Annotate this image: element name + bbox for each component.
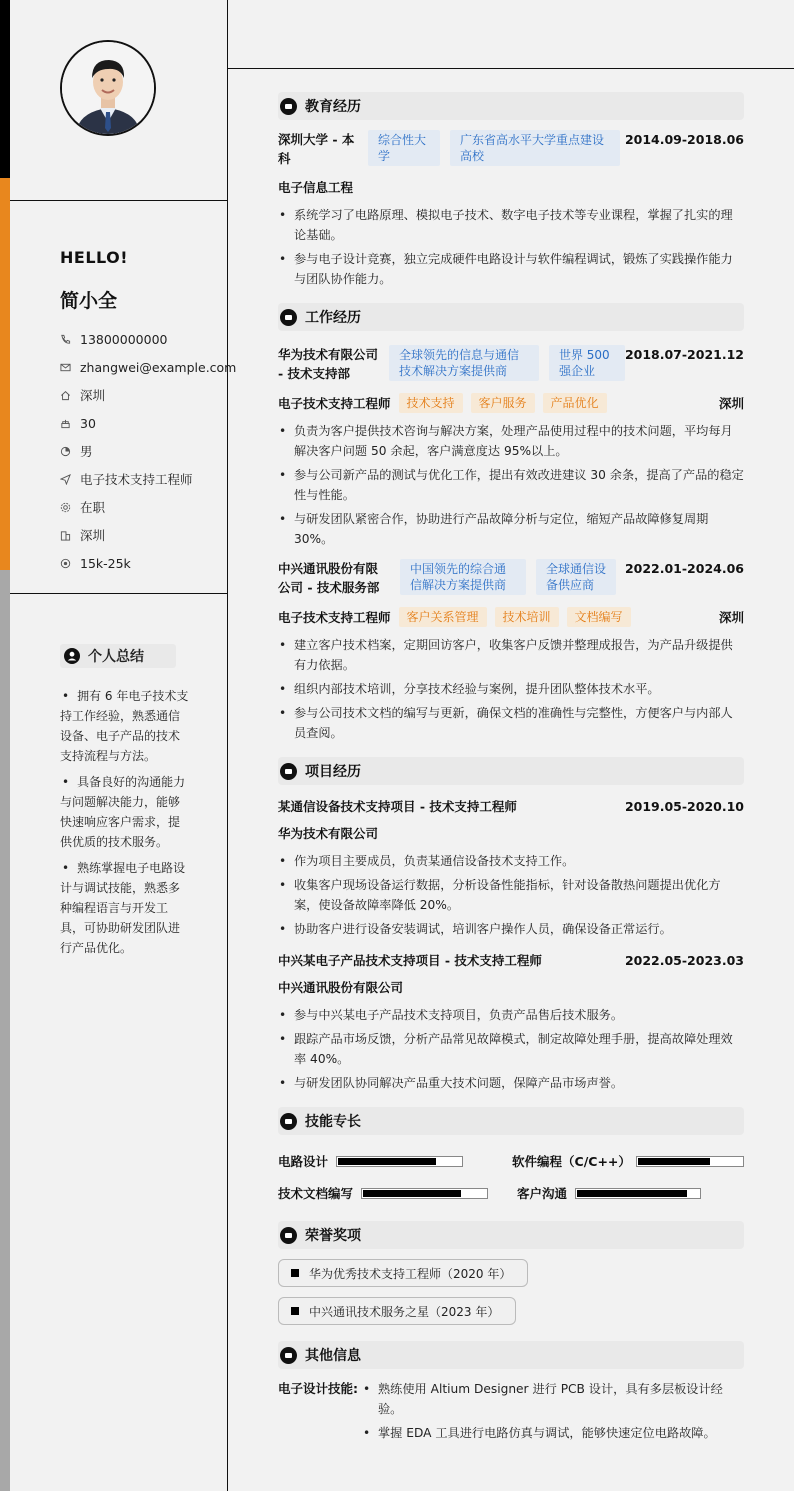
job-city: 深圳 — [718, 610, 744, 625]
project-item: • 与研发团队协同解决产品重大技术问题，保障产品市场声誉。 — [278, 1073, 744, 1093]
skill-row — [278, 1145, 744, 1177]
info-gender — [60, 437, 236, 465]
avatar-portrait-icon — [62, 42, 154, 134]
age-value: 30 — [80, 415, 96, 431]
summary-heading — [60, 644, 176, 668]
job-item: • 与研发团队紧密合作，协助进行产品故障分析与定位，缩短产品故障修复周期 30%。 — [278, 509, 744, 549]
projects-section — [278, 757, 744, 1093]
trophy-icon — [280, 1227, 297, 1244]
award-label: 华为优秀技术支持工程师（2020 年） — [309, 1266, 512, 1281]
awards-title: 荣誉奖项 — [305, 1228, 361, 1244]
job-date: 2018.07-2021.12 — [624, 347, 744, 362]
summary-item: • 拥有 6 年电子技术支持工作经验，熟悉通信设备、电子产品的技术支持流程与方法。 — [60, 686, 190, 766]
city-value: 深圳 — [80, 528, 106, 543]
job-list — [278, 635, 744, 743]
skill-name: 客户沟通 — [517, 1186, 568, 1201]
skill-item — [517, 1184, 701, 1202]
skill-tag: 技术培训 — [495, 607, 559, 627]
status-value: 在职 — [80, 500, 106, 515]
person-name: 简小全 — [60, 290, 118, 312]
project-item: • 参与中兴某电子产品技术支持项目，负责产品售后技术服务。 — [278, 1005, 744, 1025]
project-date: 2019.05-2020.10 — [624, 799, 744, 814]
skill-name: 电路设计 — [278, 1154, 329, 1169]
decor-stripe-black — [0, 0, 10, 178]
education-item: • 参与电子设计竞赛，独立完成硬件电路设计与软件编程调试，锻炼了实践操作能力与团队协作能力。 — [278, 249, 744, 289]
salary-value: 15k-25k — [80, 555, 131, 571]
skill-row — [278, 1177, 744, 1209]
contact-info — [60, 325, 236, 577]
info-status — [60, 493, 236, 521]
project-name: 中兴某电子产品技术支持项目 - 技术支持工程师 — [278, 953, 542, 968]
job-role-row — [278, 393, 744, 413]
divider — [228, 68, 794, 69]
other-title: 其他信息 — [305, 1348, 361, 1364]
phone-value: 13800000000 — [80, 331, 168, 347]
skill-tag: 技术支持 — [399, 393, 463, 413]
award-label: 中兴通讯技术服务之星（2023 年） — [309, 1304, 500, 1319]
skill-bar — [361, 1188, 488, 1199]
project-item: • 收集客户现场设备运行数据，分析设备性能指标，针对设备散热问题提出优化方案，使设备故障率降低 20%。 — [278, 875, 744, 915]
job-header — [278, 559, 744, 597]
user-icon — [64, 648, 80, 664]
skill-item — [278, 1152, 512, 1170]
education-title: 教育经历 — [305, 99, 361, 115]
skill-bar-fill — [363, 1190, 461, 1197]
education-heading — [278, 92, 744, 120]
info-salary — [60, 549, 236, 577]
project-item: • 协助客户进行设备安装调试，培训客户操作人员，确保设备正常运行。 — [278, 919, 744, 939]
school-tag: 广东省高水平大学重点建设高校 — [450, 130, 620, 166]
graduation-cap-icon — [280, 98, 297, 115]
award-list — [278, 1259, 744, 1335]
skills-heading — [278, 1107, 744, 1135]
other-label: 电子设计技能: — [278, 1381, 358, 1396]
info-email — [60, 353, 236, 381]
project-item: • 作为项目主要成员，负责某通信设备技术支持工作。 — [278, 851, 744, 871]
award-item — [278, 1297, 516, 1325]
project-company: 中兴通讯股份有限公司 — [278, 980, 404, 995]
company-tag: 全球通信设备供应商 — [536, 559, 616, 595]
education-section — [278, 92, 744, 289]
skill-name: 技术文档编写 — [278, 1186, 354, 1201]
project-name: 某通信设备技术支持项目 - 技术支持工程师 — [278, 799, 517, 814]
skill-bar — [336, 1156, 463, 1167]
job-role: 电子技术支持工程师 — [278, 395, 391, 411]
other-list — [362, 1379, 744, 1447]
status-icon — [60, 502, 71, 513]
main-content — [228, 0, 794, 1491]
projects-title: 项目经历 — [305, 764, 361, 780]
gender-value: 男 — [80, 444, 93, 459]
square-bullet-icon — [291, 1269, 299, 1277]
briefcase-icon — [280, 309, 297, 326]
mail-icon — [60, 362, 71, 373]
work-section — [278, 303, 744, 743]
job-item: • 建立客户技术档案，定期回访客户，收集客户反馈并整理成报告，为产品升级提供有力依据。 — [278, 635, 744, 675]
job-list — [278, 421, 744, 549]
project-item: • 跟踪产品市场反馈，分析产品常见故障模式，制定故障处理手册，提高故障处理效率 40%。 — [278, 1029, 744, 1069]
info-phone — [60, 325, 236, 353]
job-role-row — [278, 607, 744, 627]
grid-icon — [280, 763, 297, 780]
skill-bar-fill — [338, 1158, 436, 1165]
project-date: 2022.05-2023.03 — [624, 953, 744, 968]
job-header — [278, 345, 744, 383]
decor-stripe-orange — [0, 178, 10, 570]
other-section — [278, 1341, 744, 1447]
company-tag: 全球领先的信息与通信技术解决方案提供商 — [389, 345, 539, 381]
awards-heading — [278, 1221, 744, 1249]
info-city — [60, 521, 236, 549]
sidebar — [10, 0, 237, 1491]
education-date: 2014.09-2018.06 — [624, 132, 744, 147]
job-role: 电子技术支持工程师 — [278, 609, 391, 625]
info-position — [60, 465, 236, 493]
position-value: 电子技术支持工程师 — [80, 472, 193, 487]
work-heading — [278, 303, 744, 331]
home-value: 深圳 — [80, 388, 106, 403]
position-icon — [60, 474, 71, 485]
project-list — [278, 851, 744, 939]
job-city: 深圳 — [718, 396, 744, 411]
home-icon — [60, 390, 71, 401]
other-item: • 掌握 EDA 工具进行电路仿真与调试，能够快速定位电路故障。 — [362, 1423, 744, 1443]
gender-icon — [60, 446, 71, 457]
skill-item — [278, 1184, 517, 1202]
skill-name: 软件编程（C/C++） — [512, 1154, 631, 1169]
project-header — [278, 951, 744, 970]
skills-title: 技能专长 — [305, 1114, 361, 1130]
decor-stripe-gray — [0, 570, 10, 1491]
skill-bar — [575, 1188, 701, 1199]
job-item: • 负责为客户提供技术咨询与解决方案，处理产品使用过程中的技术问题，平均每月解决客户问题 50 余起，客户满意度达 95%以上。 — [278, 421, 744, 461]
work-title: 工作经历 — [305, 310, 361, 326]
skill-tag: 文档编写 — [567, 607, 631, 627]
summary-item: • 熟练掌握电子电路设计与调试技能，熟悉多种编程语言与开发工具，可协助研发团队进行产品优化。 — [60, 858, 190, 958]
divider — [10, 200, 228, 201]
skill-bar-fill — [638, 1158, 710, 1165]
square-bullet-icon — [291, 1307, 299, 1315]
school-name: 深圳大学 - 本科 — [278, 132, 355, 166]
education-list — [278, 205, 744, 289]
projects-heading — [278, 757, 744, 785]
city-icon — [60, 530, 71, 541]
skill-tag: 客户服务 — [471, 393, 535, 413]
skill-tag: 产品优化 — [543, 393, 607, 413]
info-home — [60, 381, 236, 409]
job-item: • 参与公司技术文档的编写与更新，确保文档的准确性与完整性，方便客户与内部人员查阅。 — [278, 703, 744, 743]
info-icon — [280, 1347, 297, 1364]
salary-icon — [60, 558, 71, 569]
skill-bar-fill — [577, 1190, 687, 1197]
skills-section — [278, 1107, 744, 1209]
skill-tag: 客户关系管理 — [399, 607, 487, 627]
company-name: 中兴通讯股份有限公司 - 技术服务部 — [278, 561, 380, 595]
skill-item — [512, 1152, 744, 1170]
email-value: zhangwei@example.com — [80, 359, 237, 375]
education-major: 电子信息工程 — [278, 180, 354, 195]
project-list — [278, 1005, 744, 1093]
company-tag: 世界 500 强企业 — [549, 345, 625, 381]
other-item: • 熟练使用 Altium Designer 进行 PCB 设计，具有多层板设计经验。 — [362, 1379, 744, 1419]
project-header — [278, 797, 744, 816]
phone-icon — [60, 334, 71, 345]
project-company: 华为技术有限公司 — [278, 826, 379, 841]
divider — [10, 593, 228, 594]
age-icon — [60, 418, 71, 429]
summary-list — [60, 686, 190, 964]
awards-section — [278, 1221, 744, 1335]
education-item: • 系统学习了电路原理、模拟电子技术、数字电子技术等专业课程，掌握了扎实的理论基础。 — [278, 205, 744, 245]
award-item — [278, 1259, 528, 1287]
company-name: 华为技术有限公司 - 技术支持部 — [278, 347, 379, 381]
company-tag: 中国领先的综合通信解决方案提供商 — [400, 559, 526, 595]
other-heading — [278, 1341, 744, 1369]
other-content — [278, 1379, 744, 1447]
summary-title: 个人总结 — [88, 649, 144, 665]
school-tag: 综合性大学 — [368, 130, 440, 166]
avatar — [60, 40, 156, 136]
job-date: 2022.01-2024.06 — [624, 561, 744, 576]
job-item: • 参与公司新产品的测试与优化工作，提出有效改进建议 30 余条，提高了产品的稳定性与性能。 — [278, 465, 744, 505]
summary-item: • 具备良好的沟通能力与问题解决能力，能够快速响应客户需求，提供优质的技术服务。 — [60, 772, 190, 852]
info-age — [60, 409, 236, 437]
job-item: • 组织内部技术培训，分享技术经验与案例，提升团队整体技术水平。 — [278, 679, 744, 699]
bar-chart-icon — [280, 1113, 297, 1130]
hello-label: HELLO! — [60, 248, 129, 267]
skill-bar — [636, 1156, 744, 1167]
